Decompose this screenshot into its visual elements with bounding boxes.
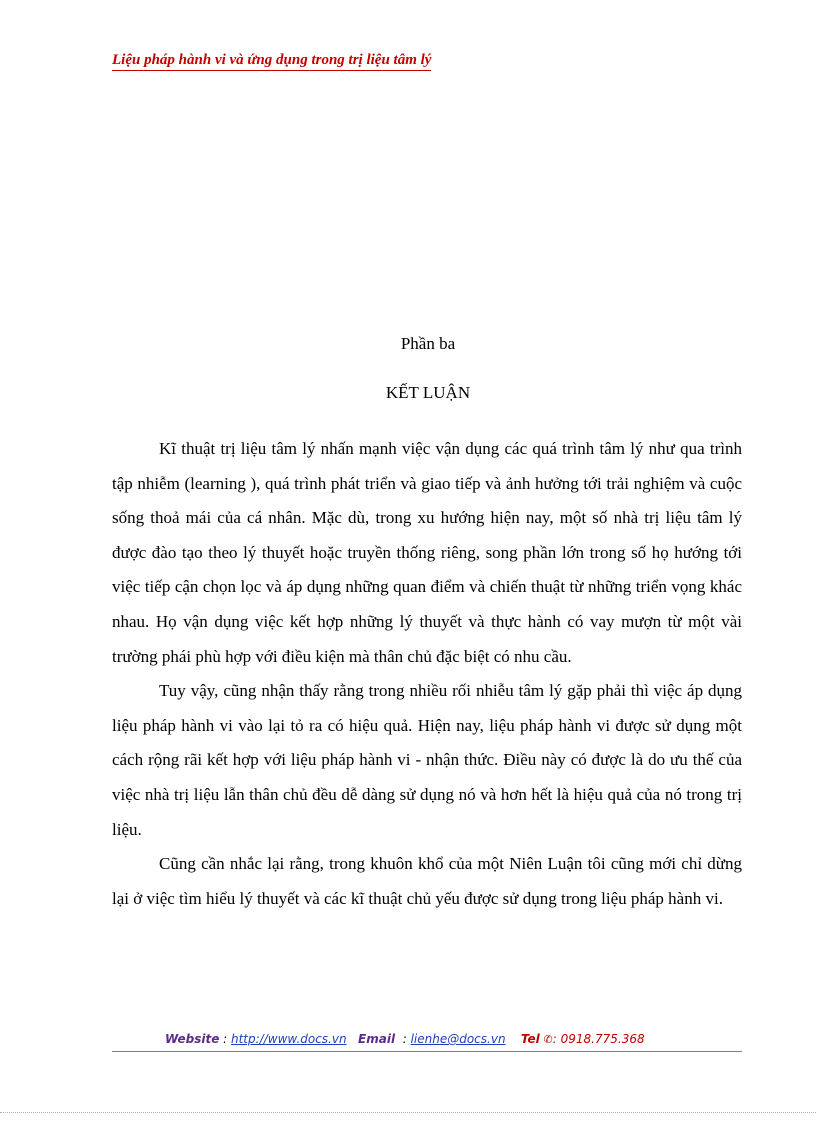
- website-link[interactable]: http://www.docs.vn: [231, 1032, 347, 1046]
- email-link[interactable]: lienhe@docs.vn: [410, 1032, 506, 1046]
- body-text: [112, 432, 742, 916]
- paragraph: Cũng cần nhắc lại rằng, trong khuôn khổ của một Niên Luận tôi cũng mới chỉ dừng lại ở việc tìm hiểu lý thuyết và các kĩ thuật chủ yếu được sử dụng trong liệu pháp hành vi.: [112, 854, 742, 908]
- part-heading: Phần ba: [400, 334, 456, 353]
- telephone-icon: ✆: [543, 1033, 553, 1046]
- footer-divider: [112, 1051, 742, 1052]
- paragraph: Kĩ thuật trị liệu tâm lý nhấn mạnh việc vận dụng các quá trình tâm lý như qua trình tập nhiễm (learning ), quá trình phát triển và giao tiếp và ảnh hưởng tới trải nghiệm và cuộc sống thoả mái của cá nhân. Mặc dù, trong xu hướng hiện nay, một số nhà trị liệu tâm lý được đào tạo theo lý thuyết hoặc truyền thống riêng, song phần lớn trong số họ hướng tới việc tiếp cận chọn lọc và áp dụng những quan điểm và chiến thuật từ những triển vọng khác nhau. Họ vận dụng việc kết hợp những lý thuyết và thực hành có vay mượn từ một vài trường phái phù hợp với điều kiện mà thân chủ đặc biệt có nhu cầu.: [112, 439, 742, 666]
- website-label: Website: [165, 1032, 220, 1046]
- phone-number: 0918.775.368: [560, 1032, 645, 1046]
- running-header: Liệu pháp hành vi và ứng dụng trong trị liệu tâm lý: [112, 52, 431, 71]
- paragraph: Tuy vậy, cũng nhận thấy rằng trong nhiều rối nhiễu tâm lý gặp phải thì việc áp dụng liệu pháp hành vi vào lại tỏ ra có hiệu quả. Hiện nay, liệu pháp hành vi được sử dụng một cách rộng rãi kết hợp với liệu pháp hành vi - nhận thức. Điều này có được là do ưu thế của việc nhà trị liệu lẫn thân chủ đều dễ dàng sử dụng nó và hơn hết là hiệu quả của nó trong trị liệu.: [112, 681, 742, 839]
- page-edge: [0, 1112, 816, 1113]
- tel-label: Tel: [520, 1032, 540, 1046]
- email-label: Email: [358, 1032, 396, 1046]
- page-footer: Website : http://www.docs.vn Email : lienhe@docs.vn Tel ✆: 0918.775.368: [165, 1032, 645, 1046]
- section-title: KẾT LUẬN: [385, 383, 471, 402]
